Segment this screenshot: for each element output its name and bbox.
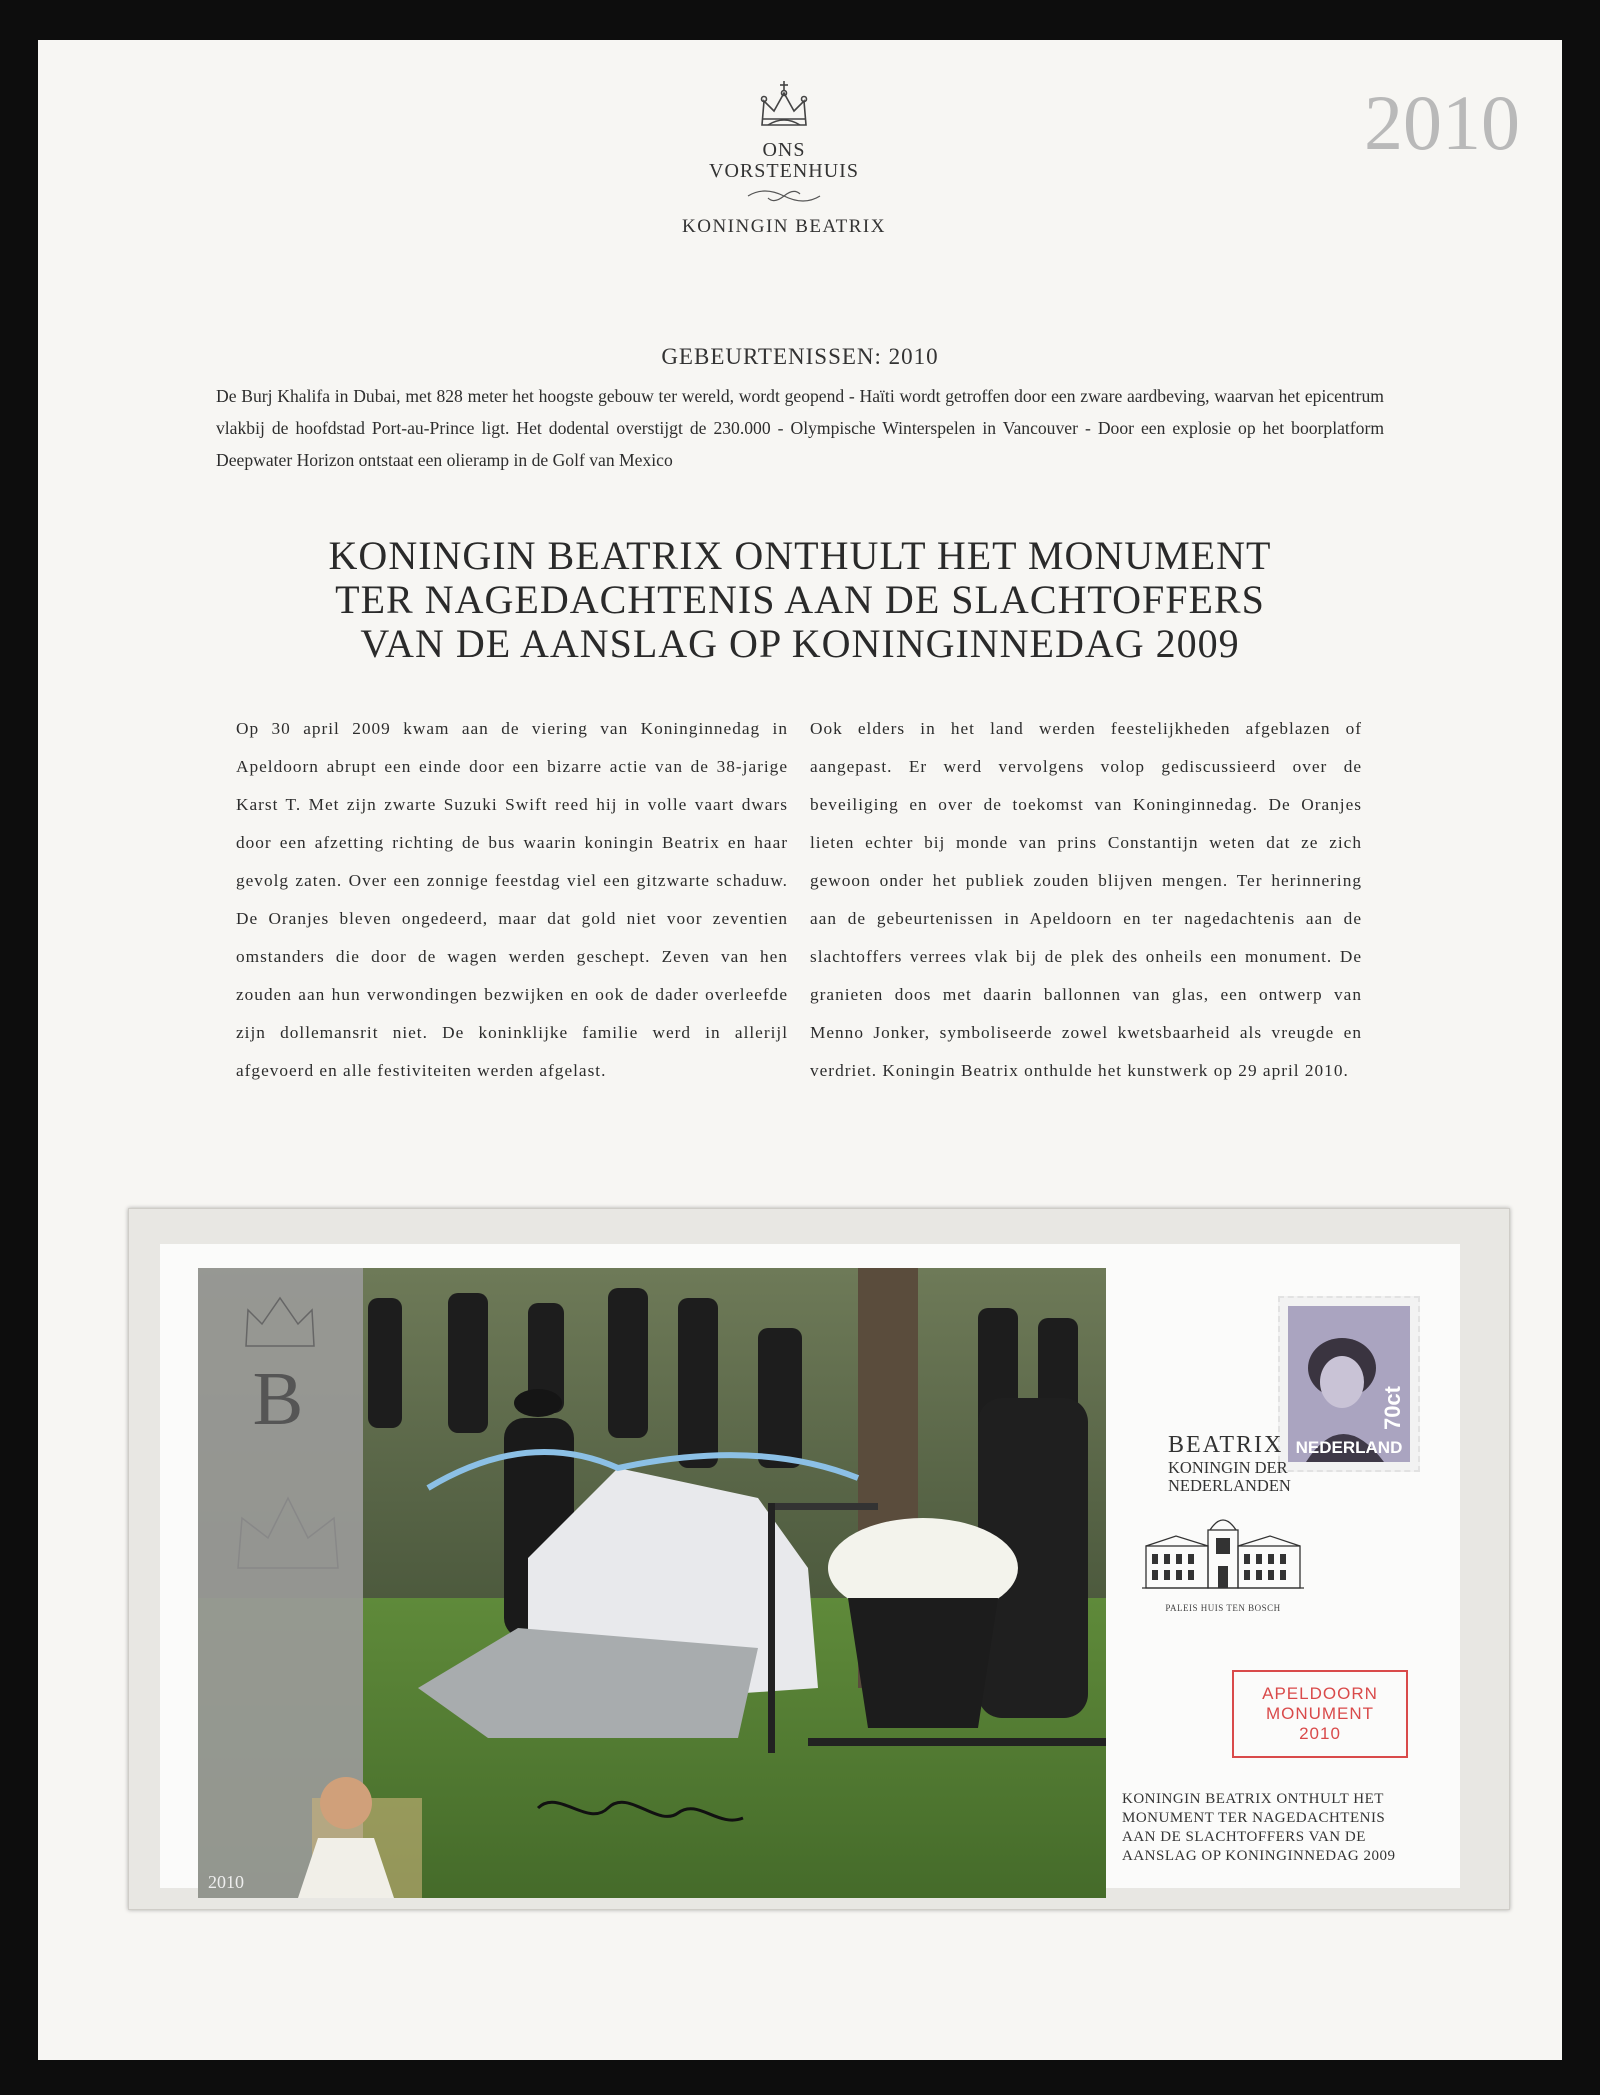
cover-name: BEATRIX [1168, 1432, 1284, 1458]
photo-monogram: B [252, 1357, 304, 1441]
caption-line-1: KONINGIN BEATRIX ONTHULT HET [1122, 1791, 1384, 1807]
brand-line1: ONS [762, 139, 806, 161]
palace-icon [1136, 1508, 1310, 1594]
caption-line-3: AAN DE SLACHTOFFERS VAN DE [1122, 1829, 1366, 1845]
title-line-3: VAN DE AANSLAG OP KONINGINNEDAG 2009 [360, 621, 1240, 666]
photo-year: 2010 [208, 1872, 244, 1892]
unveiling-photo-illustration [198, 1268, 1106, 1898]
postmark [1232, 1670, 1408, 1758]
cover-title [1168, 1432, 1316, 1495]
crown-icon [752, 75, 816, 139]
stamp-country: NEDERLAND [1295, 1438, 1403, 1457]
flourish-ornament-icon [744, 186, 824, 206]
cover-photo [198, 1268, 1106, 1898]
brand-line2: VORSTENHUIS [709, 160, 859, 182]
stamp-value: 70ct [1380, 1386, 1405, 1431]
events-heading: GEBEURTENISSEN: 2010 [661, 344, 939, 369]
cover-title-line-1: KONINGIN DER [1168, 1458, 1288, 1477]
postmark-line-3: 2010 [1299, 1724, 1341, 1743]
cover-caption [1122, 1790, 1442, 1866]
article-column-left: Op 30 april 2009 kwam aan de viering van Koninginnedag in Apeldoorn abrupt een einde door een bizarre actie van de 38-jarige Karst T. Met zijn zwarte Suzuki Swift reed hij in volle vaart dwars door een afzetting richting de bus waarin koningin Beatrix en haar gevolg zaten. Over een zonnige feestdag viel een gitzwarte schaduw. De Oranjes bleven ongedeerd, maar dat gold niet voor zeventien omstanders die door de wagen werden geschept. Zeven van hen zouden aan hun verwondingen bezwijken en ook de dader overleefde zijn dollemansrit niet. De koninklijke familie werd in allerijl afgevoerd en alle festiviteiten werden afgelast. [236, 719, 788, 1080]
caption-line-4: AANSLAG OP KONINGINNEDAG 2009 [1122, 1848, 1396, 1864]
title-line-1: KONINGIN BEATRIX ONTHULT HET MONUMENT [328, 533, 1272, 578]
events-text: De Burj Khalifa in Dubai, met 828 meter het hoogste gebouw ter wereld, wordt geopend - Haïti wordt getroffen door een zware aardbeving, waarvan het epicentrum vlakbij de hoofdstad Port-au-Prince ligt. Het dodental overstijgt de 230.000 - Olympische Winterspelen in Vancouver - Door een explosie op het boorplatform Deepwater Horizon ontstaat een olieramp in de Golf van Mexico [216, 386, 1384, 470]
article-title [200, 534, 1400, 666]
palace-label: PALEIS HUIS TEN BOSCH [1165, 1603, 1281, 1613]
postmark-line-1: APELDOORN [1262, 1684, 1378, 1703]
article-column-right: Ook elders in het land werden feestelijkheden afgeblazen of aangepast. Er werd vervolgens volop gediscussieerd over de beveiliging en over de toekomst van Koninginnedag. De Oranjes lieten echter bij monde van prins Constantijn weten dat ze zich gewoon onder het publiek zouden blijven mengen. Ter herinnering aan de gebeurtenissen in Apeldoorn en ter nagedachtenis aan de slachtoffers verrees vlak bij de plek des onheils een monument. De granieten doos met daarin ballonnen van glas, een ontwerp van Menno Jonker, symboliseerde zowel kwetsbaarheid als vreugde en verdriet. Koningin Beatrix onthulde het kunstwerk op 29 april 2010. [810, 719, 1362, 1080]
caption-line-2: MONUMENT TER NAGEDACHTENIS [1122, 1810, 1386, 1826]
page-subtitle: KONINGIN BEATRIX [682, 216, 886, 237]
cover-title-line-2: NEDERLANDEN [1168, 1476, 1291, 1495]
title-line-2: TER NAGEDACHTENIS AAN DE SLACHTOFFERS [335, 577, 1265, 622]
postmark-line-2: MONUMENT [1265, 1704, 1375, 1723]
brand-name [664, 140, 904, 182]
page-year: 2010 [1364, 79, 1520, 166]
